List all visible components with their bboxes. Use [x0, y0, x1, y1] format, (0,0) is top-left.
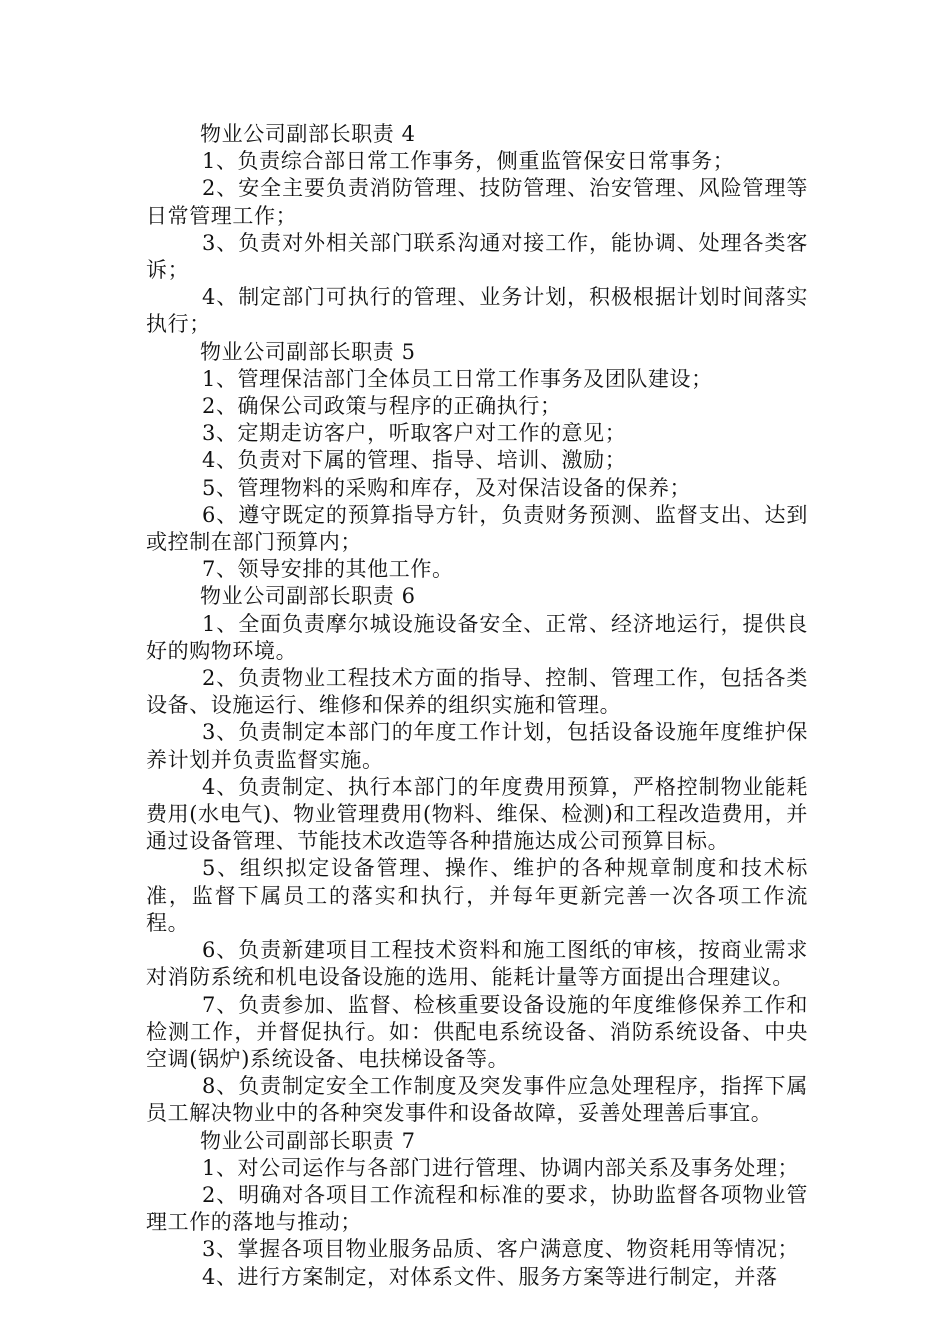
list-item: 6、遵守既定的预算指导方针，负责财务预测、监督支出、达到或控制在部门预算内； — [146, 502, 808, 555]
list-item: 3、掌握各项目物业服务品质、客户满意度、物资耗用等情况； — [202, 1237, 800, 1262]
list-item: 1、对公司运作与各部门进行管理、协调内部关系及事务处理； — [202, 1155, 800, 1180]
list-item: 1、负责综合部日常工作事务，侧重监管保安日常事务； — [202, 149, 735, 174]
list-item: 3、负责对外相关部门联系沟通对接工作，能协调、处理各类客诉； — [146, 230, 808, 283]
list-item: 7、负责参加、监督、检核重要设备设施的年度维修保养工作和检测工作，并督促执行。如：供配电系统设备、消防系统设备、中央空调(锅炉)系统设备、电扶梯设备等。 — [146, 992, 808, 1071]
section-7 — [146, 1128, 808, 1291]
list-item: 1、管理保洁部门全体员工日常工作事务及团队建设； — [202, 366, 713, 391]
list-item: 4、负责对下属的管理、指导、培训、激励； — [202, 448, 627, 473]
list-item: 5、组织拟定设备管理、操作、维护的各种规章制度和技术标准，监督下属员工的落实和执行，并每年更新完善一次各项工作流程。 — [146, 856, 808, 935]
list-item: 3、负责制定本部门的年度工作计划，包括设备设施年度维护保养计划并负责监督实施。 — [146, 720, 808, 772]
list-item: 4、负责制定、执行本部门的年度费用预算，严格控制物业能耗费用(水电气)、物业管理费用(物料、维保、检测)和工程改造费用，并通过设备管理、节能技术改造等各种措施达成公司预算目标。 — [146, 774, 808, 854]
list-item: 2、负责物业工程技术方面的指导、控制、管理工作，包括各类设备、设施运行、维修和保养的组织实施和管理。 — [146, 666, 808, 718]
list-item: 4、制定部门可执行的管理、业务计划，积极根据计划时间落实执行； — [146, 285, 808, 337]
document-body — [146, 121, 808, 1291]
list-item: 2、确保公司政策与程序的正确执行； — [202, 394, 562, 419]
list-item: 6、负责新建项目工程技术资料和施工图纸的审核，按商业需求对消防系统和机电设备设施的选用、能耗计量等方面提出合理建议。 — [146, 938, 808, 990]
list-item: 8、负责制定安全工作制度及突发事件应急处理程序，指挥下属员工解决物业中的各种突发事件和设备故障，妥善处理善后事宜。 — [146, 1074, 808, 1126]
list-item: 7、领导安排的其他工作。 — [202, 557, 454, 582]
section-4 — [146, 121, 808, 339]
list-item: 2、安全主要负责消防管理、技防管理、治安管理、风险管理等日常管理工作； — [146, 176, 808, 228]
list-item: 2、明确对各项目工作流程和标准的要求，协助监督各项物业管理工作的落地与推动； — [146, 1182, 808, 1235]
section-title: 物业公司副部长职责 6 — [200, 584, 416, 609]
section-5 — [146, 339, 808, 584]
list-item: 4、进行方案制定，对体系文件、服务方案等进行制定，并落 — [202, 1264, 778, 1289]
list-item: 1、全面负责摩尔城设施设备安全、正常、经济地运行，提供良好的购物环境。 — [146, 611, 808, 663]
section-title: 物业公司副部长职责 4 — [200, 122, 416, 146]
section-6 — [146, 583, 808, 1127]
list-item: 5、管理物料的采购和库存，及对保洁设备的保养； — [202, 475, 692, 500]
section-title: 物业公司副部长职责 5 — [200, 339, 416, 364]
section-title: 物业公司副部长职责 7 — [200, 1128, 416, 1153]
list-item: 3、定期走访客户，听取客户对工作的意见； — [202, 421, 627, 446]
